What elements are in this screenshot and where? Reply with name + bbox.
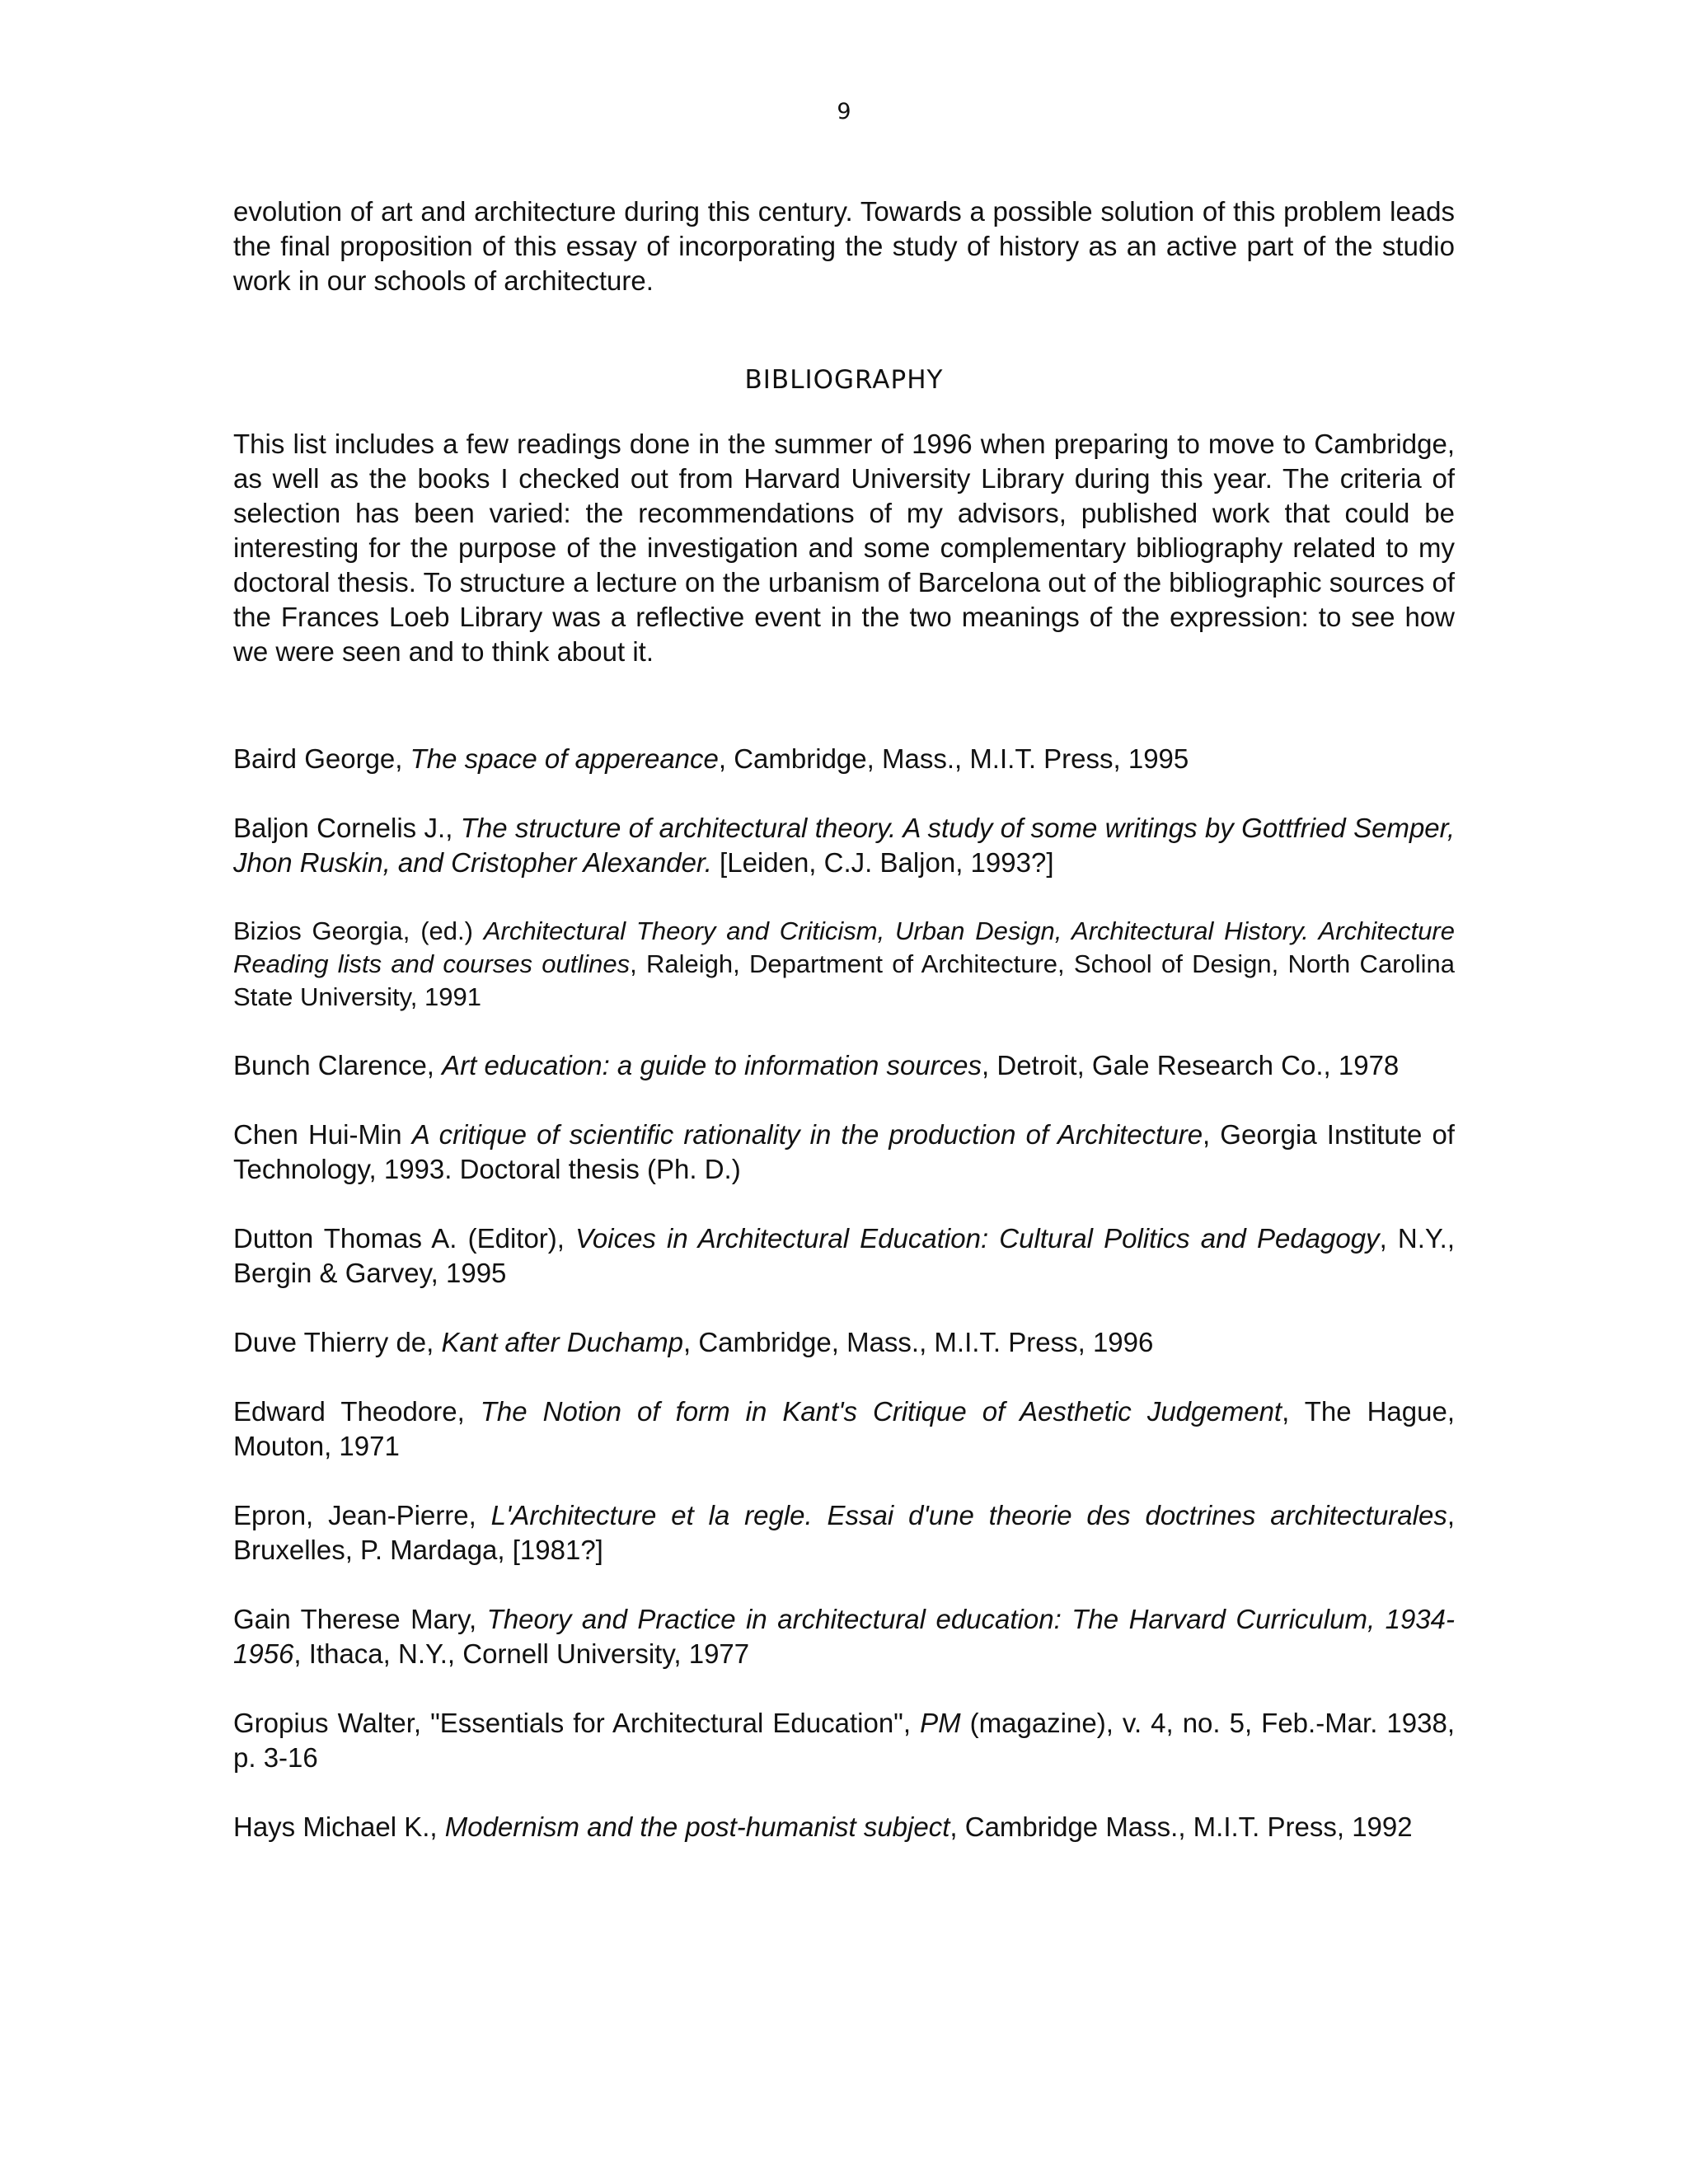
entry-author: Epron, Jean-Pierre, (233, 1500, 491, 1530)
entry-author: Gropius Walter, "Essentials for Architectural Education", (233, 1708, 921, 1738)
entry-author: Bizios Georgia, (ed.) (233, 916, 484, 945)
entry-publication: , Raleigh, Department of Architecture, School of Design, North Carolina State University, 1991 (233, 949, 1456, 1011)
entry-author: Duve Thierry de, (233, 1327, 442, 1357)
entry-publication: [Leiden, C.J. Baljon, 1993?] (711, 847, 1054, 878)
entry-publication: , N.Y., Bergin & Garvey, 1995 (233, 1223, 1455, 1288)
bibliography-entry (233, 915, 1455, 1014)
entry-publication: , Cambridge, Mass., M.I.T. Press, 1995 (718, 743, 1189, 774)
entry-publication: , The Hague, Mouton, 1971 (233, 1396, 1455, 1461)
entry-author: Edward Theodore, (233, 1396, 481, 1427)
bibliography-entry (233, 1394, 1455, 1464)
bibliography-entry (233, 1118, 1455, 1187)
entry-author: Dutton Thomas A. (Editor), (233, 1223, 576, 1254)
page-content (233, 194, 1455, 1879)
bibliography-entry (233, 1325, 1455, 1360)
bibliography-description: This list includes a few readings done in the summer of 1996 when preparing to move to Cambridge, as well as the books I checked out from Harvard University Library during this year. The criteria of selection has been varied: the recommendations of my advisors, published work that could be interesting for the purpose of the investigation and some complementary bibliography related to my doctoral thesis. To structure a lecture on the urbanism of Barcelona out of the bibliographic sources of the Frances Loeb Library was a reflective event in the two meanings of the expression: to see how we were seen and to think about it. (233, 429, 1455, 667)
bibliography-entry (233, 742, 1455, 776)
entry-publication: , Bruxelles, P. Mardaga, [1981?] (233, 1500, 1455, 1565)
entry-author: Chen Hui-Min (233, 1119, 412, 1150)
entry-publication: , Cambridge Mass., M.I.T. Press, 1992 (950, 1811, 1413, 1842)
entry-publication: , Ithaca, N.Y., Cornell University, 1977 (293, 1638, 750, 1669)
bibliography-heading: BIBLIOGRAPHY (744, 365, 944, 395)
intro-paragraph: evolution of art and architecture during this century. Towards a possible solution of this problem leads the final proposition of this essay of incorporating the study of history as an active part of the studio work in our schools of architecture. (233, 196, 1455, 296)
entry-publication: (magazine), v. 4, no. 5, Feb.-Mar. 1938, p. 3-16 (233, 1708, 1455, 1773)
bibliography-entry (233, 1602, 1455, 1671)
entry-title: PM (920, 1708, 961, 1738)
entry-author: Baird George, (233, 743, 410, 774)
entry-author: Gain Therese Mary, (233, 1604, 487, 1634)
entry-publication: , Cambridge, Mass., M.I.T. Press, 1996 (683, 1327, 1154, 1357)
entry-title: The structure of architectural theory. A study of some writings by Gottfried Semper, Jhon Ruskin, and Cristopher Alexander. (233, 813, 1455, 878)
entry-title: Voices in Architectural Education: Cultural Politics and Pedagogy (575, 1223, 1380, 1254)
entry-publication: , Georgia Institute of Technology, 1993. Doctoral thesis (Ph. D.) (233, 1119, 1455, 1184)
bibliography-entry (233, 1706, 1455, 1775)
page-number: 9 (837, 99, 851, 124)
entry-author: Baljon Cornelis J., (233, 813, 461, 843)
entry-title: The space of appereance (410, 743, 719, 774)
bibliography-entry (233, 1048, 1455, 1083)
entry-publication: , Detroit, Gale Research Co., 1978 (982, 1050, 1400, 1080)
bibliography-entry (233, 1498, 1455, 1568)
entry-title: Architectural Theory and Criticism, Urban Design, Architectural History. Architecture Reading lists and courses outlines (233, 916, 1455, 978)
bibliography-entry (233, 1810, 1455, 1844)
entry-author: Hays Michael K., (233, 1811, 445, 1842)
entry-author: Bunch Clarence, (233, 1050, 443, 1080)
bibliography-entry (233, 1221, 1455, 1291)
entry-title: Kant after Duchamp (441, 1327, 683, 1357)
entry-title: Modernism and the post-humanist subject (444, 1811, 950, 1842)
entry-title: L'Architecture et la regle. Essai d'une theorie des doctrines architecturales (490, 1500, 1447, 1530)
bibliography-entry (233, 811, 1455, 880)
bibliography-list (233, 742, 1455, 1844)
entry-title: The Notion of form in Kant's Critique of Aesthetic Judgement (480, 1396, 1282, 1427)
entry-title: A critique of scientific rationality in the production of Architecture (411, 1119, 1203, 1150)
entry-title: Art education: a guide to information sources (442, 1050, 982, 1080)
entry-title: Theory and Practice in architectural education: The Harvard Curriculum, 1934-1956 (233, 1604, 1455, 1669)
